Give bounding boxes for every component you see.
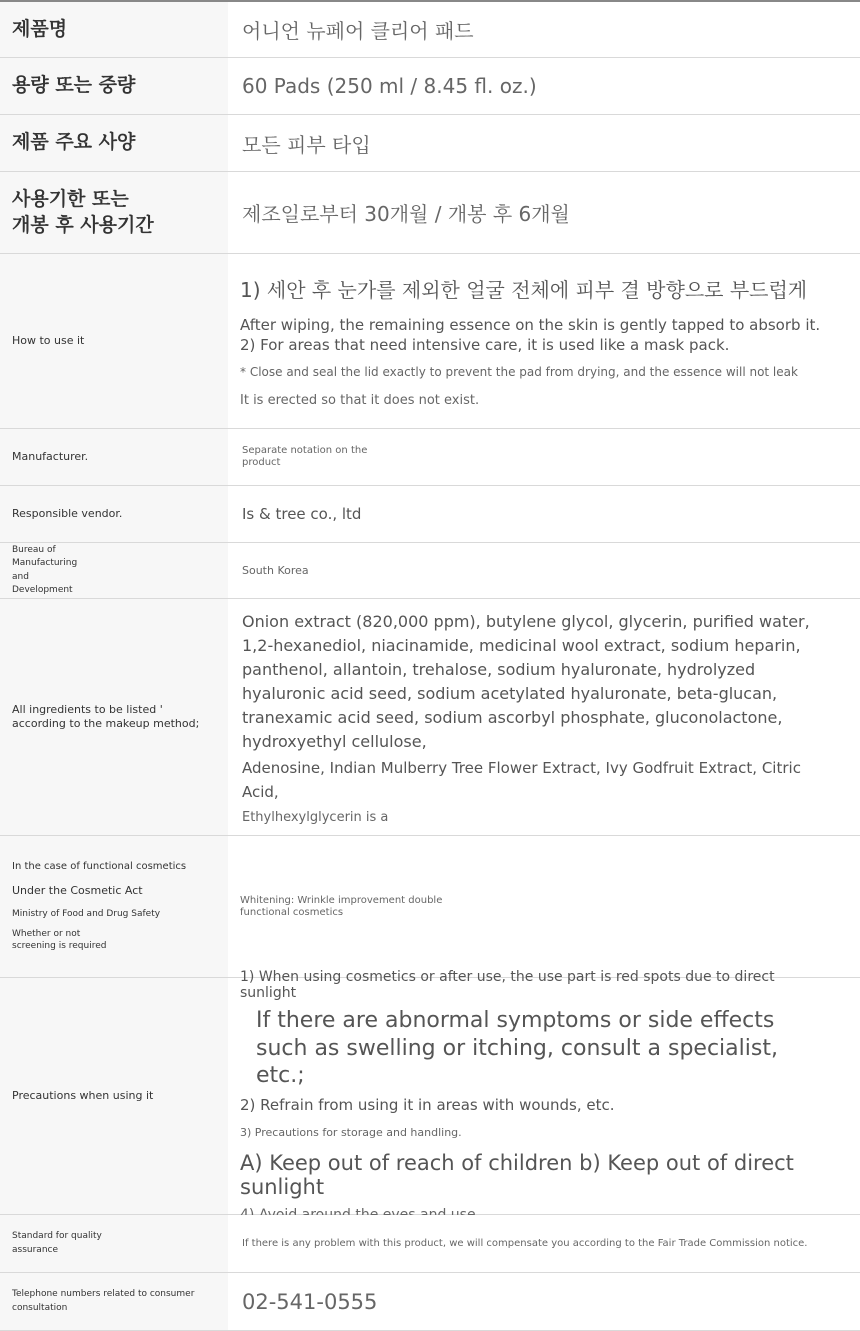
telephone-value: 02-541-0555	[228, 1273, 860, 1330]
manufacturer-value-text: Separate notation on the product	[242, 445, 368, 468]
quality-value: If there is any problem with this product, we will compensate you according to the Fair Trade Commission notice.	[228, 1215, 860, 1272]
precaution-line-4: 3) Precautions for storage and handling.	[240, 1125, 462, 1139]
expiry-label	[0, 172, 228, 253]
precaution-line-1: 1) When using cosmetics or after use, the use part is red spots due to direct sunlight	[240, 969, 775, 1002]
spec-value: 모든 피부 타입	[228, 115, 860, 171]
ingredients-end: Ethylhexylglycerin is a	[242, 809, 389, 825]
quality-label	[0, 1215, 228, 1272]
precaution-line-3: 2) Refrain from using it in areas with wounds, etc.	[240, 1095, 615, 1114]
ingredients-main: Onion extract (820,000 ppm), butylene glycol, glycerin, purified water, 1,2-hexanediol, niacinamide, medicinal wool extract, sodium heparin, panthenol, allantoin, trehalose, sodium hyaluronate, hydrolyzed hyaluronic acid seed, sodium acetylated hyaluronate, beta-glucan, tranexamic acid seed, sodium ascorbyl phosphate, gluconolactone, hydroxyethyl cellulose,	[242, 611, 810, 751]
functional-value-text: Whitening: Wrinkle improvement double functional cosmetics	[240, 894, 443, 918]
functional-label	[0, 836, 228, 977]
row-spec	[0, 115, 860, 172]
row-vendor	[0, 486, 860, 543]
usage-line-kr: 1) 세안 후 눈가를 제외한 얼굴 전체에 피부 결 방향으로 부드럽게	[240, 277, 808, 302]
usage-line-en: After wiping, the remaining essence on the skin is gently tapped to absorb it. 2) For areas that need intensive care, it is used like a mask pack.	[240, 315, 821, 354]
functional-label-c: Ministry of Food and Drug Safety	[12, 909, 161, 920]
functional-label-a: In the case of functional cosmetics	[12, 861, 187, 873]
telephone-label-text: Telephone numbers related to consumer consultation	[12, 1289, 195, 1313]
row-functional	[0, 836, 860, 978]
row-how-to-use	[0, 254, 860, 429]
vendor-label: Responsible vendor.	[0, 486, 228, 542]
precaution-line-5: A) Keep out of reach of children b) Keep out of direct sunlight	[240, 1150, 794, 1199]
row-precautions	[0, 969, 860, 1215]
row-origin	[0, 543, 860, 599]
expiry-value: 제조일로부터 30개월 / 개봉 후 6개월	[228, 172, 860, 253]
functional-value	[228, 836, 860, 977]
usage-line-note: * Close and seal the lid exactly to prevent the pad from drying, and the essence will not leak	[240, 365, 798, 380]
expiry-label-line2: 개봉 후 사용기간	[12, 213, 154, 236]
usage-line-last: It is erected so that it does not exist.	[240, 393, 480, 409]
row-capacity	[0, 58, 860, 115]
product-name-label: 제품명	[0, 2, 228, 57]
origin-label-line: Bureau of	[12, 545, 56, 556]
row-product-name	[0, 2, 860, 58]
row-manufacturer	[0, 429, 860, 486]
precautions-value	[228, 969, 860, 1214]
ingredients-label-text: All ingredients to be listed ' according to the makeup method;	[12, 702, 200, 730]
vendor-value: Is & tree co., ltd	[228, 486, 860, 542]
origin-value: South Korea	[228, 543, 860, 598]
ingredients-label	[0, 599, 228, 835]
precautions-label: Precautions when using it	[0, 978, 228, 1214]
row-ingredients	[0, 599, 860, 836]
manufacturer-value	[228, 429, 860, 485]
origin-label	[0, 543, 228, 598]
spec-label: 제품 주요 사양	[0, 115, 228, 171]
row-telephone	[0, 1273, 860, 1331]
quality-label-text: Standard for quality assurance	[12, 1231, 102, 1255]
how-to-use-label: How to use it	[0, 254, 228, 428]
origin-label-line: and	[12, 571, 29, 582]
precaution-line-2: If there are abnormal symptoms or side effects such as swelling or itching, consult a specialist, etc.;	[256, 1008, 778, 1089]
functional-label-b: Under the Cosmetic Act	[12, 884, 143, 898]
ingredients-value	[228, 599, 860, 835]
telephone-label	[0, 1273, 228, 1330]
capacity-value: 60 Pads (250 ml / 8.45 fl. oz.)	[228, 58, 860, 114]
functional-label-d: Whether or not screening is required	[12, 929, 107, 951]
ingredients-tail: Adenosine, Indian Mulberry Tree Flower Extract, Ivy Godfruit Extract, Citric Acid,	[242, 758, 801, 801]
origin-label-line: Development	[12, 584, 73, 595]
capacity-label: 용량 또는 중량	[0, 58, 228, 114]
expiry-label-line1: 사용기한 또는	[12, 187, 129, 210]
manufacturer-label: Manufacturer.	[0, 429, 228, 485]
row-expiry	[0, 172, 860, 254]
row-quality	[0, 1215, 860, 1273]
product-name-value: 어니언 뉴페어 클리어 패드	[228, 2, 860, 57]
origin-label-line: Manufacturing	[12, 558, 78, 569]
how-to-use-value	[228, 254, 860, 428]
